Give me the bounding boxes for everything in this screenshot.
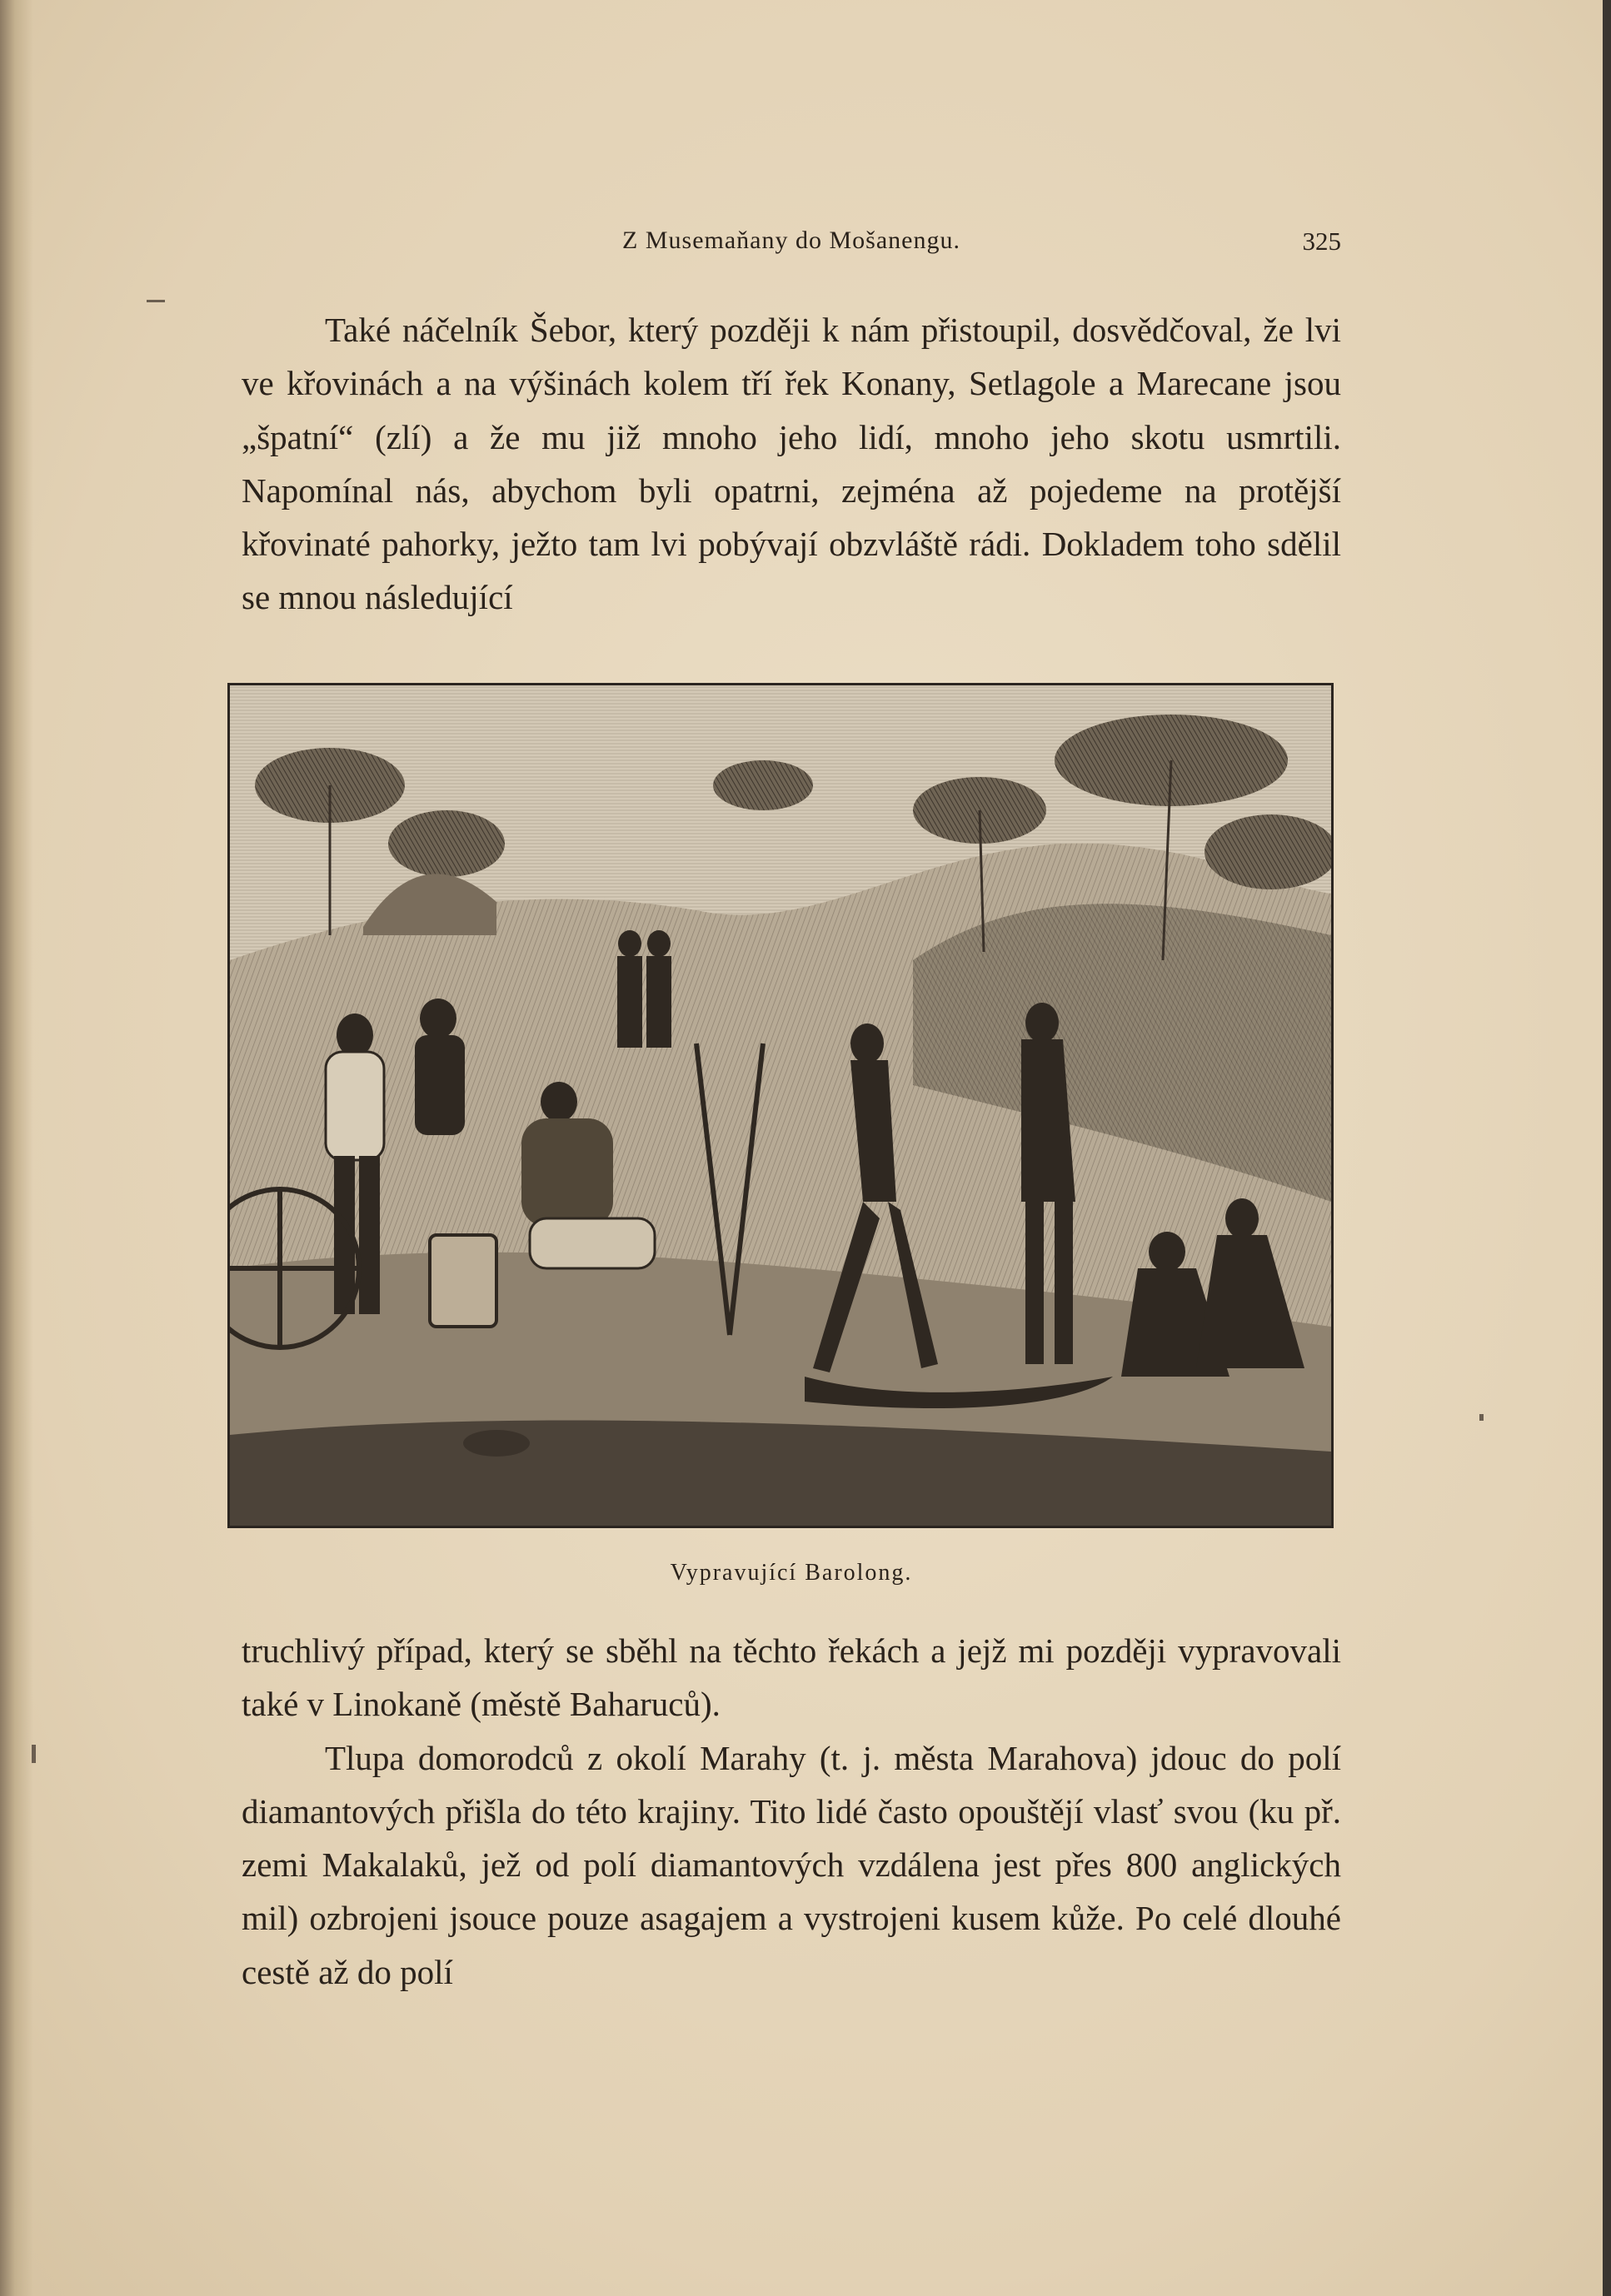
text-block-top xyxy=(242,303,1341,625)
running-head-title: Z Musemaňany do Mošanengu. xyxy=(622,227,960,254)
paragraph: Tlupa domorodců z okolí Marahy (t. j. města Marahova) jdouc do polí diamantových přišla do této krajiny. Tito lidé často opouštějí vlasť svou (ku př. zemi Makalaků, jež od polí diamantových vzdálena jest přes 800 anglických mil) ozbrojeni jsouce pouze asagajem a vystrojeni kusem kůže. Po celé dlouhé cestě až do polí xyxy=(242,1738,1341,1991)
page-number: 325 xyxy=(1302,227,1341,256)
illustration-image xyxy=(230,685,1331,1526)
engraving-illustration xyxy=(227,683,1334,1528)
text-block-bottom xyxy=(242,1624,1341,1999)
printer-mark xyxy=(147,300,165,302)
printer-mark xyxy=(1479,1414,1484,1421)
page-gutter-shadow xyxy=(0,0,33,2296)
running-head xyxy=(242,227,1341,268)
figure-caption: Vypravující Barolong. xyxy=(670,1560,913,1586)
printer-mark xyxy=(32,1745,36,1763)
paragraph: Také náčelník Šebor, který později k nám přistoupil, dosvědčoval, že lvi ve křovinách a na výšinách kolem tří řek Konany, Setlagole a Marecane jsou „špatní“ (zlí) a že mu již mnoho jeho lidí, mnoho jeho skotu usmrtili. Napomínal nás, abychom byli opatrni, zejména až pojedeme na protější křovinaté pahorky, ježto tam lvi pobývají obzvláště rádi. Dokladem toho sdělil se mnou následující xyxy=(242,311,1341,617)
page-right-edge xyxy=(1603,0,1611,2296)
paragraph: truchlivý případ, který se sběhl na těchto řekách a jejž mi později vypravovali také v Linokaně (městě Baharuců). xyxy=(242,1631,1341,1724)
